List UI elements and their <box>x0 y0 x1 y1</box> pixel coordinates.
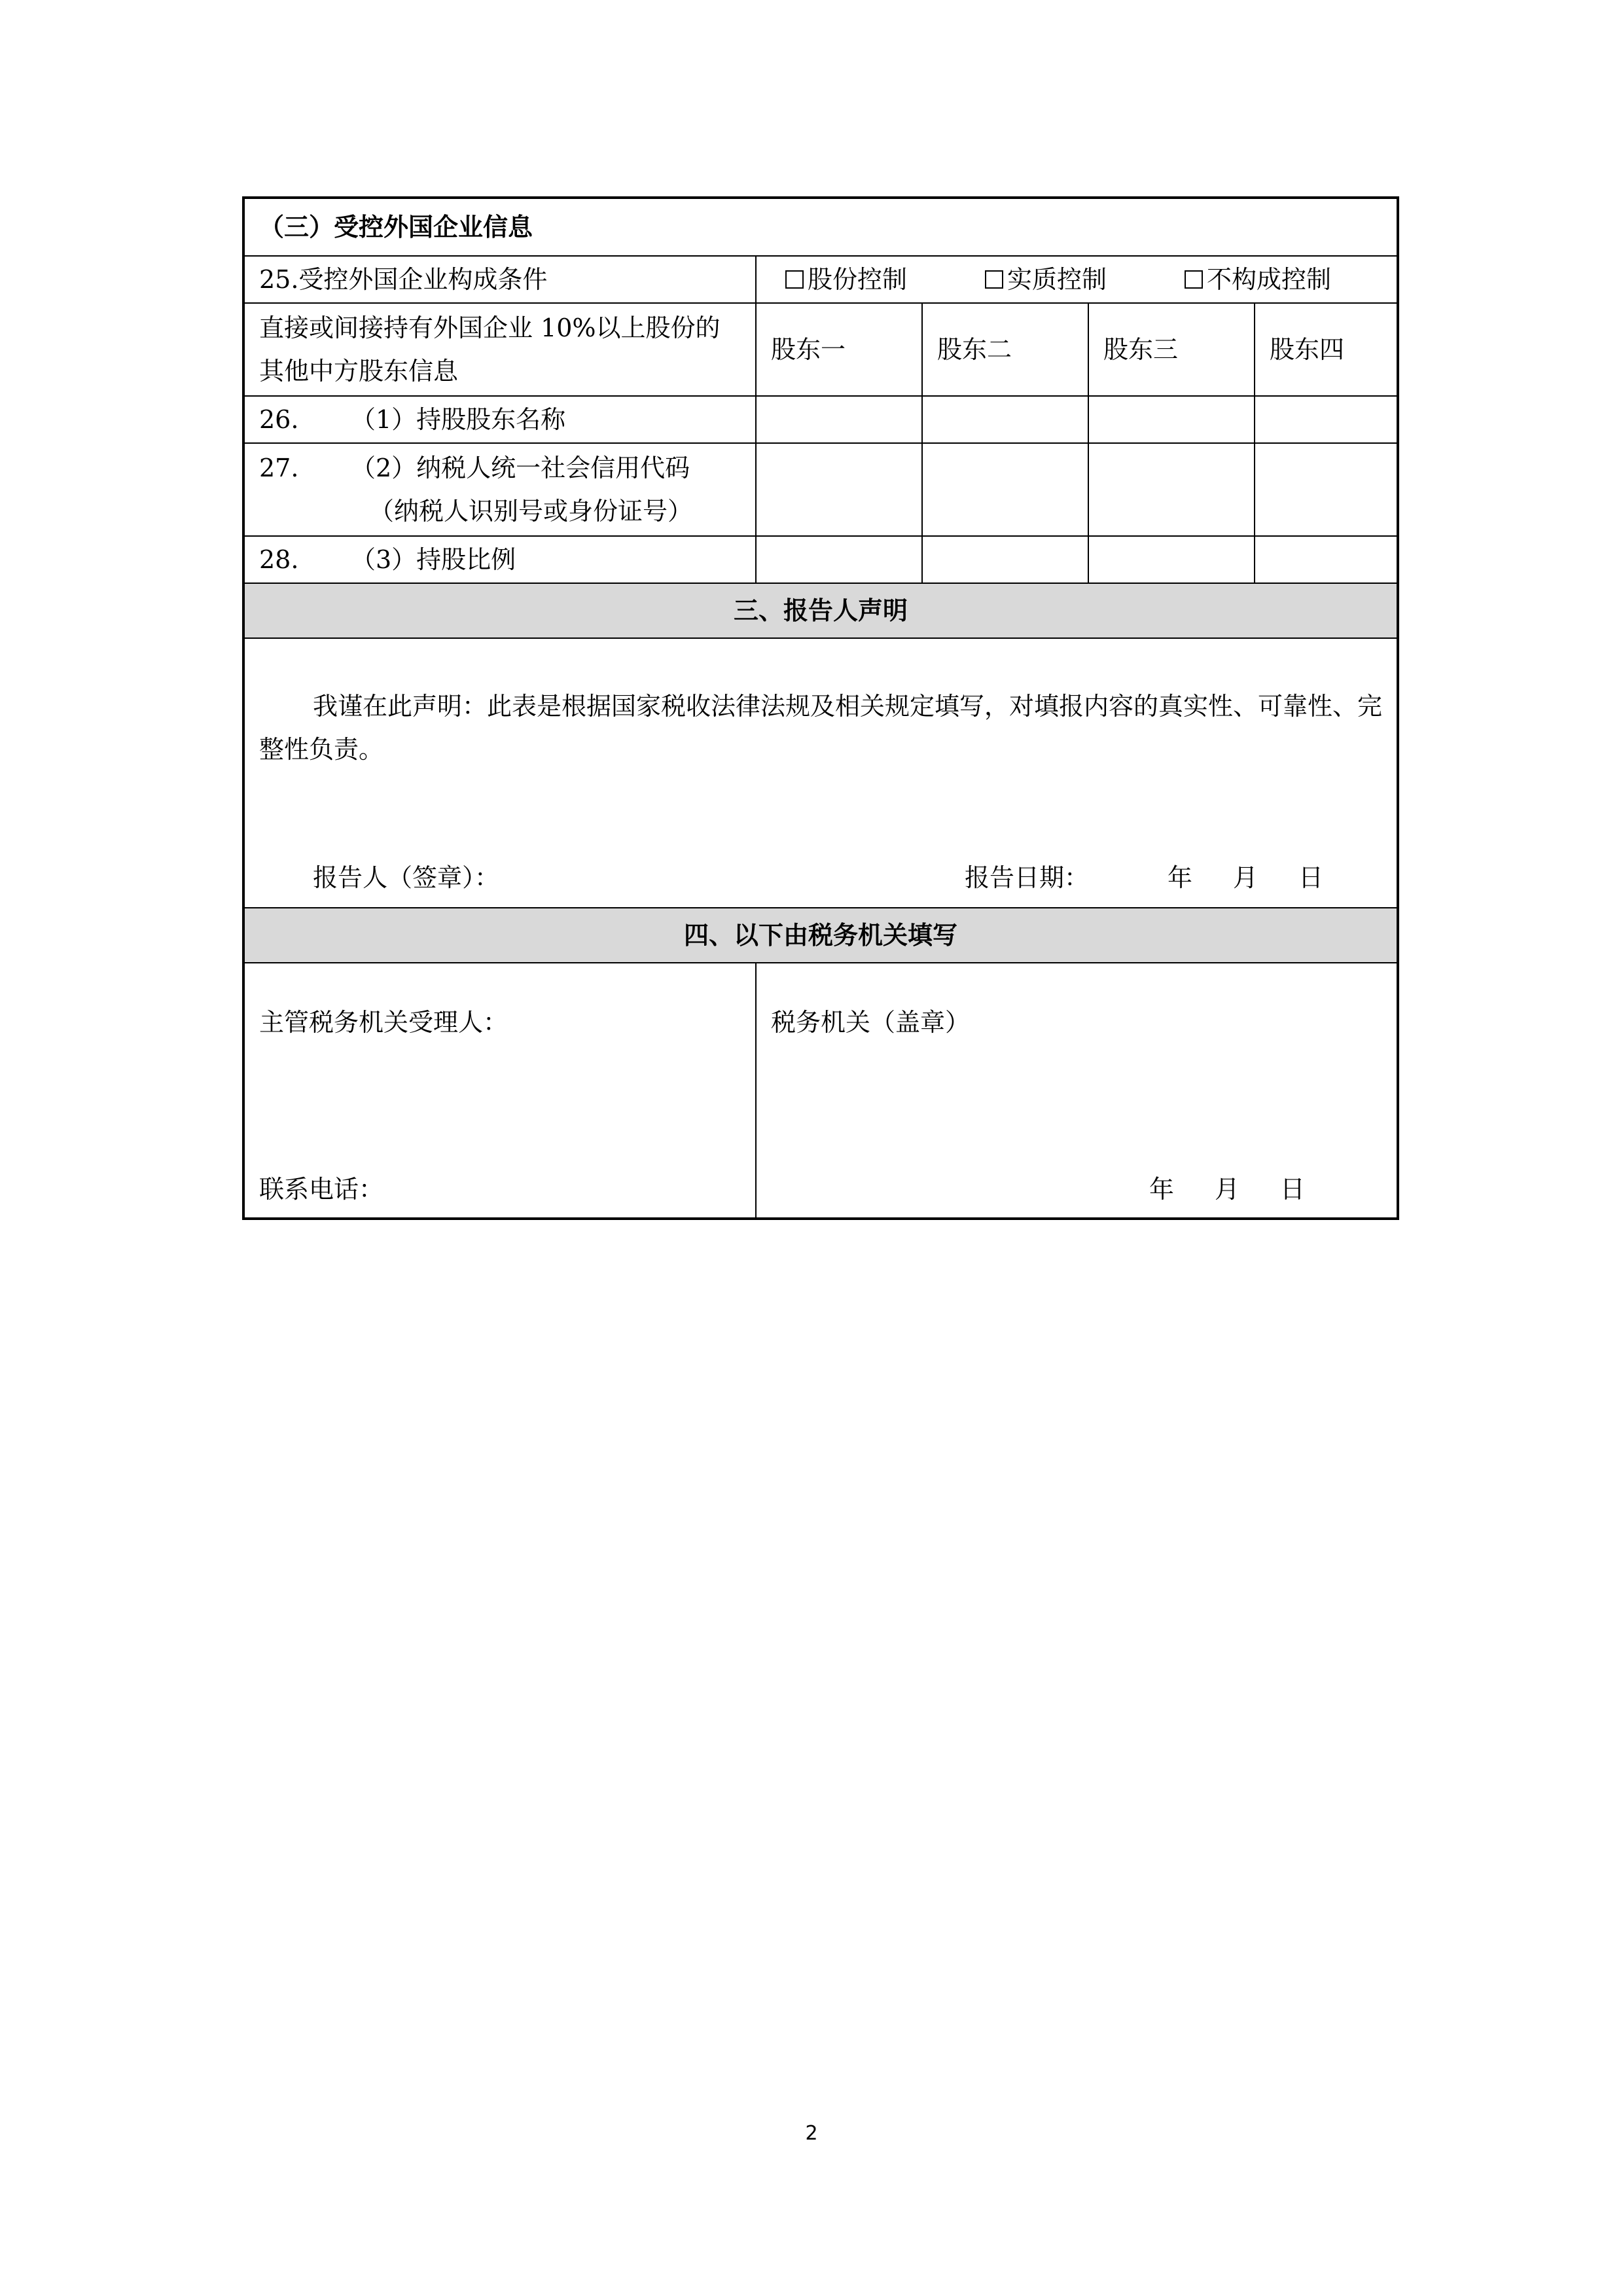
row27-input-1[interactable] <box>755 444 921 535</box>
row-number: 27. <box>259 454 299 482</box>
page-number: 2 <box>805 2122 818 2145</box>
section3-title: （三）受控外国企业信息 <box>259 213 533 242</box>
day-label: 日 <box>1298 863 1324 892</box>
signer-label: 报告人（签章）： <box>313 863 500 892</box>
row26-input-2[interactable] <box>921 397 1088 442</box>
row-25 <box>245 257 1397 304</box>
row-number: 28. <box>259 545 299 574</box>
report-date-label: 报告日期： <box>965 863 1090 892</box>
year-label: 年 <box>1149 1175 1175 1204</box>
row28-input-2[interactable] <box>921 537 1088 583</box>
row-27 <box>245 444 1397 537</box>
tax-office-title-row <box>245 908 1397 963</box>
option-substantive-control[interactable] <box>985 257 1107 302</box>
row28-input-3[interactable] <box>1088 537 1254 583</box>
declaration-text: 我谨在此声明：此表是根据国家税收法律法规及相关规定填写，对填报内容的真实性、可靠性、完整性负责。 <box>259 692 1383 764</box>
shareholder-header-row <box>245 304 1397 397</box>
checkbox-substantive-control[interactable] <box>985 270 1003 289</box>
row25-label: 25.受控外国企业构成条件 <box>259 265 548 294</box>
row27-input-2[interactable] <box>921 444 1088 535</box>
declaration-title: 三、报告人声明 <box>245 584 1397 637</box>
tax-office-date-fields <box>1149 1173 1346 1206</box>
section3-title-row <box>245 199 1397 257</box>
row28-label-cell <box>245 537 755 583</box>
tax-office-row <box>245 963 1397 1217</box>
row26-input-1[interactable] <box>755 397 921 442</box>
month-label: 月 <box>1215 1175 1240 1204</box>
row28-input-4[interactable] <box>1254 537 1397 583</box>
control-options <box>755 257 1397 302</box>
option-label: 股份控制 <box>808 265 908 294</box>
row27-label: （2）纳税人统一社会信用代码 <box>351 454 690 482</box>
declaration-body <box>245 639 1397 907</box>
column-shareholder-4: 股东四 <box>1254 304 1397 395</box>
row27-input-3[interactable] <box>1088 444 1254 535</box>
option-equity-control[interactable] <box>785 257 907 302</box>
column-shareholder-1: 股东一 <box>755 304 921 395</box>
year-label: 年 <box>1168 863 1193 892</box>
declaration-title-row <box>245 584 1397 639</box>
column-shareholder-3: 股东三 <box>1088 304 1254 395</box>
tax-office-left-cell <box>245 963 755 1217</box>
column-shareholder-2: 股东二 <box>921 304 1088 395</box>
row-28 <box>245 537 1397 584</box>
row28-input-1[interactable] <box>755 537 921 583</box>
phone-label: 联系电话： <box>259 1175 384 1204</box>
cfc-report-form <box>242 196 1399 1220</box>
row26-input-4[interactable] <box>1254 397 1397 442</box>
row-number: 26. <box>259 405 299 434</box>
receiver-label: 主管税务机关受理人： <box>259 1008 508 1037</box>
tax-office-right-cell <box>755 963 1397 1217</box>
shareholder-header-label: 直接或间接持有外国企业 10%以上股份的其他中方股东信息 <box>259 314 721 386</box>
report-date-fields <box>1168 861 1364 894</box>
row26-label: （1）持股股东名称 <box>351 405 566 434</box>
checkbox-no-control[interactable] <box>1185 270 1203 289</box>
row28-label: （3）持股比例 <box>351 545 516 574</box>
row-26 <box>245 397 1397 444</box>
option-no-control[interactable] <box>1185 257 1331 302</box>
declaration-row <box>245 639 1397 908</box>
month-label: 月 <box>1233 863 1258 892</box>
option-label: 实质控制 <box>1007 265 1107 294</box>
option-label: 不构成控制 <box>1206 265 1331 294</box>
day-label: 日 <box>1280 1175 1306 1204</box>
row26-label-cell <box>245 397 755 442</box>
row27-input-4[interactable] <box>1254 444 1397 535</box>
seal-label: 税务机关（盖章） <box>771 1008 971 1037</box>
tax-office-title: 四、以下由税务机关填写 <box>245 908 1397 962</box>
row27-label-cell <box>245 444 755 535</box>
row27-sublabel: （纳税人识别号或身份证号） <box>369 497 693 526</box>
row26-input-3[interactable] <box>1088 397 1254 442</box>
checkbox-equity-control[interactable] <box>785 270 804 289</box>
